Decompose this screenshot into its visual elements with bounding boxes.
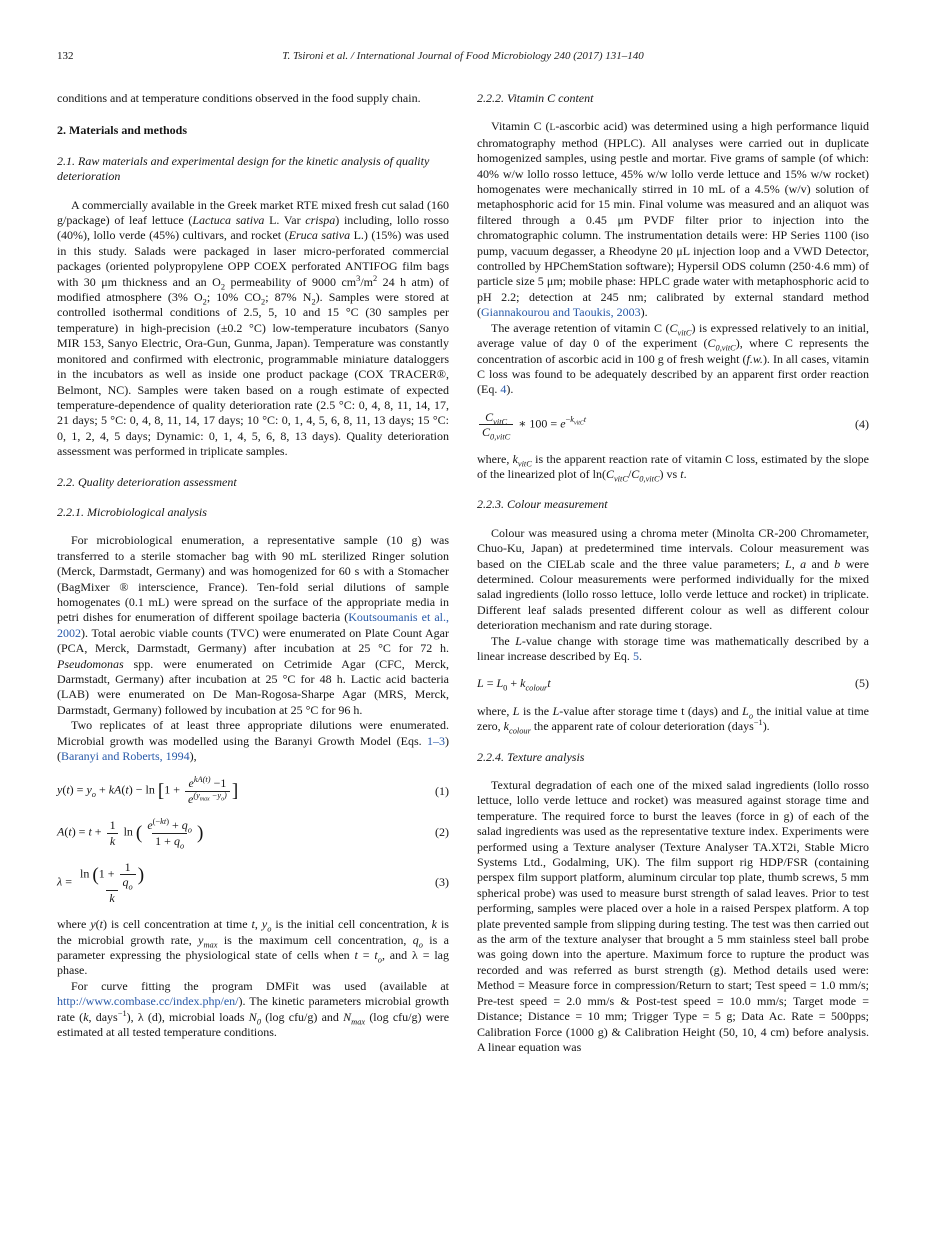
citation-link[interactable]: Giannakourou and Taoukis, 2003: [481, 305, 641, 320]
equation-content: λ = ln (1 + $\frac{1}{q_o}$ ) k: [57, 860, 149, 905]
paragraph: A commercially available in the Greek market RTE mixed fresh cut salad (160 g/package) of leaf lettuce (Lactuca sativa L. Var crispa) including, lollo rosso (40%), lollo verde (45%) cultivars, and rocket (Eruca sativa L.) (15%) was used in this study. Salads were packaged in laser micro-perforated commercial packages (oriented polypropylene OPP COEX perforated ANTIFOG film bags with 30 μm thickness and an $O_2$ permeability of 9000 $cm^3/m^2$ 24 h atm) of modified atmosphere (3% $O_2$; 10% $CO_2$; 87% $N_2$). Samples were stored at controlled isothermal conditions of 2.5, 5, 10 and 15 °C (30 samples per temperature) in high-precision (±0.2 °C) low-temperature incubators (Sanyo MIR 153, Sanyo Electric, Ora-Gun, Gunma, Japan). Temperature was constantly monitored and confirmed with electronic, programmable miniature dataloggers in the incubators as well as inside one product package (COX TRACER®, Belmont, NC). Samples were taken based on a rough estimate of expected temperature-dependence of quality deterioration rate (2.5 °C: 0, 4, 8, 11, 14, 17, 21 days; 5 °C: 0, 4, 8, 11, 14, 17 days; 10 °C: 0, 1, 4, 5, 6, 8, 11, 13 days; 15 °C: 0, 1, 2, 4, 5 days; Dynamic: 0, 1, 4, 5, 6, 8, 13 days). Quality deterioration assessment was performed in triplicate samples.: [57, 197, 450, 459]
equation: [477, 410, 869, 440]
fraction: $\frac{C_{vitC}}{C_{0,vitC}}$: [479, 410, 513, 440]
subsection-heading: 2.2.4. Texture analysis: [477, 749, 585, 764]
paragraph: Two replicates of at least three appropriate dilutions were enumerated. Microbial growth was modelled using the Baranyi Growth Model (Eqs. 1–3) (Baranyi and Roberts, 1994),: [57, 718, 449, 764]
paragraph: The average retention of vitamin C $(C_{vitC})$ is expressed relatively to an initial, average value of day 0 of the experiment $(C_{0,vitC})$, where C represents the concentration of ascorbic acid in 100 g of fresh weight (f.w.). In all cases, vitamin C loss was found to be adequately described by an apparent first order reaction (Eq. 4).: [477, 320, 869, 397]
subsection-heading: 2.1. Raw materials and experimental design for the kinetic analysis of quality deterioration: [57, 153, 430, 184]
equation: [477, 676, 869, 691]
equation: [57, 776, 449, 806]
equation-number: (5): [855, 676, 869, 691]
equation-content: $\frac{C_{vitC}}{C_{0,vitC}}$ ∗ $100 = e^{-k_{vitC}t}$: [477, 410, 586, 440]
paragraph: where, L is the L-value after storage time t (days) and $L_o$ the initial value at time zero, $k_{colour}$ the apparent rate of colour deterioration (days$^{-1}$).: [477, 703, 869, 736]
paragraph: Textural degradation of each one of the mixed salad ingredients (lollo rosso lettuce, lollo verde lettuce and rocket) was measured against storage time and temperature. The required force to burst the leaves (force in g) of each of the salad ingredients was used as the representative texture index. Experiments were performed using a Texture analyser (Texture Analyser TA.XT2i, Stable Micro Systems Ltd., Godalming, UK). The film support rig HDP/FSR (containing perspex film support platform, aluminum circular top plate, thumb screws, 5 mm spherical probe) was used to measure burst strength of salad leaves. Prior to test performing, samples were placed over a hole in a raised Perspex platform. A top plate prevented sample from slipping during testing. The test was then carried out as the arm of the texture analyser that brought a 5 mm stainless steel ball probe was going down into the aperture. Maximum force to rupture the product was recorded and was referred as burst strength (g). Method details used were: Method = Measure force in compression/Return to start; Test speed = 1.0 mm/s; Pre-test speed = 2.0 mm/s & Post-test speed = 10.0 mm/s; Target mode = Distance; Distance = 10 mm; Trigger Type = 5 g; Data Ac. Rate = 500pps; Calibration Force (1000 g) & Calibration Height (50, 10, 4 cm) before analysis. A linear equation was: [477, 778, 870, 1054]
equation-content: $L = L_0 + k_{colour}t$: [477, 676, 551, 693]
paragraph: Colour was measured using a chroma meter (Minolta CR-200 Chromameter, Chuo-Ku, Japan) at predetermined time intervals. Colour measurement was based on the CIELab scale and the three value parameters; L, a and b were determined. Colour measurements were performed individually for the mixed salad ingredients (lollo rosso lettuce, lollo verde lettuce and rocket) in triplicate. Different leaf salads presented different colour as well as different colour deterioration mechanism and rate during storage.: [477, 525, 870, 633]
paragraph: For curve fitting the program DMFit was used (available at http://www.combase.cc/index.php/en/). The kinetic parameters microbial growth rate (k, days$^{-1}$), λ (d), microbial loads $N_0$ (log cfu/g) and $N_{max}$ (log cfu/g) were estimated at all tested temperature conditions.: [57, 978, 450, 1040]
url-link[interactable]: http://www.combase.cc/index.php/en/: [57, 994, 239, 1009]
citation-link[interactable]: Koutsoumanis et al., 2002: [57, 610, 449, 640]
fraction: $\frac{e^{(-kt)} + q_o}{1 + q_o}$: [147, 817, 192, 850]
subsection-heading: 2.2.3. Colour measurement: [477, 497, 608, 512]
paragraph: where y(t) is cell concentration at time t, $y_o$ is the initial cell concentration, k is the microbial growth rate, $y_{max}$ is the maximum cell concentration, $q_o$ is a parameter expressing the physiological state of cells when $t = t_o$, and λ = lag phase.: [57, 917, 450, 978]
fraction: $\frac{1}{q_o}$: [120, 860, 136, 890]
page-number: 132: [57, 50, 74, 62]
citation-link[interactable]: 5: [632, 648, 639, 663]
equation-number: (1): [435, 783, 449, 798]
subsection-heading: 2.2. Quality deterioration assessment: [57, 474, 237, 489]
fraction: $\frac{1}{k}$: [107, 818, 119, 848]
right-column: [477, 91, 869, 1055]
equation-content: A(t) = t + $\frac{1}{k}$ ln ( $\frac{e^{(-kt)} + q_o}{1 + q_o}$ ): [57, 817, 204, 850]
equation-number: (3): [435, 874, 449, 889]
equation: [57, 860, 449, 905]
fraction: ln (1 + $\frac{1}{q_o}$ ) k: [79, 860, 145, 905]
equation: [57, 818, 449, 848]
article-body: [57, 91, 869, 1055]
citation-link[interactable]: 4: [500, 382, 507, 397]
equation-content: $y(t) = y_o + kA(t) - \ln [1$ + $\frac{e^{kA(t)} -1}{e^{(y_{max} -y_o)}}$ ]: [57, 775, 239, 806]
section-heading: 2. Materials and methods: [57, 123, 187, 138]
equation-number: (2): [435, 825, 449, 840]
citation-link[interactable]: 1–3: [427, 733, 445, 748]
paragraph: where, $k_{vitC}$ is the apparent reaction rate of vitamin C loss, estimated by the slope of the linearized plot of $\ln(C_{vitC}/C_{0,vitC})$ vs t.: [477, 451, 869, 484]
page-header: [57, 50, 869, 65]
fraction: $\frac{e^{kA(t)} -1}{e^{(y_{max} -y_o)}}$: [185, 776, 230, 806]
paragraph: conditions and at temperature conditions observed in the food supply chain.: [57, 91, 421, 105]
paragraph: The L-value change with storage time was mathematically described by a linear increase described by Eq. 5.: [477, 633, 869, 663]
paragraph: For microbiological enumeration, a representative sample (10 g) was transferred to a sterile stomacher bag with 90 mL sterilized Ringer solution (Merck, Darmstadt, Germany) and was homogenized for 60 s with a Stomacher (BagMixer ® interscience, France). Ten-fold serial dilutions of sample homogenates (0.1 mL) were spread on the surface of the appropriate media in petri dishes for enumeration of different spoilage bacteria (Koutsoumanis et al., 2002). Total aerobic viable counts (TVC) were enumerated on Plate Count Agar (PCA, Merck, Darmstadt, Germany) after incubation at 25 °C for 72 h. Pseudomonas spp. were enumerated on Cetrimide Agar (CFC, Merck, Darmstadt, Germany) after incubation at 25 °C for 48 h. Lactic acid bacteria (LAB) were enumerated on De Man-Rogosa-Sharpe Agar (MRS, Merck, Darmstadt, Germany) followed by incubation at 25 °C for 96 h.: [57, 533, 449, 717]
citation-link[interactable]: Baranyi and Roberts, 1994: [61, 749, 190, 764]
subsection-heading: 2.2.1. Microbiological analysis: [57, 504, 207, 519]
subsection-heading: 2.2.2. Vitamin C content: [477, 91, 594, 105]
running-title: T. Tsironi et al. / International Journal of Food Microbiology 240 (2017) 131–140: [282, 50, 644, 62]
paragraph: Vitamin C (L-ascorbic acid) was determined using a high performance liquid chromatography method (HPLC). All analyses were carried out in duplicate homogenized samples, using pestle and mortar. Five grams of sample (of which: 40% w/w lollo rosso lettuce, 45% w/w lollo verde lettuce and 15% w/w rocket) homogenates were mechanically stirred in 10 mL of a 4.5% (w/v) solution of metaphosphoric acid for 15 min. Final volume was measured and an aliquot was filtered through a 0.45 μm PVDF filter prior to injection into the chromatographic column. The instrumentation details were: HP Series 1100 (iso pump, vacuum degasser, a Rheodyne 20 μL injection loop and a VWD Detector, controlled by HPChemStation software); Hypersil ODS column (250·4.6 mm) of particle size 5 μm; mobile phase: HPLC grade water with metaphosphoric acid to pH 2.2; detection at 245 nm; calibrated by external standard method (Giannakourou and Taoukis, 2003).: [477, 119, 870, 320]
left-column: [57, 91, 449, 1055]
equation-number: (4): [855, 416, 869, 431]
